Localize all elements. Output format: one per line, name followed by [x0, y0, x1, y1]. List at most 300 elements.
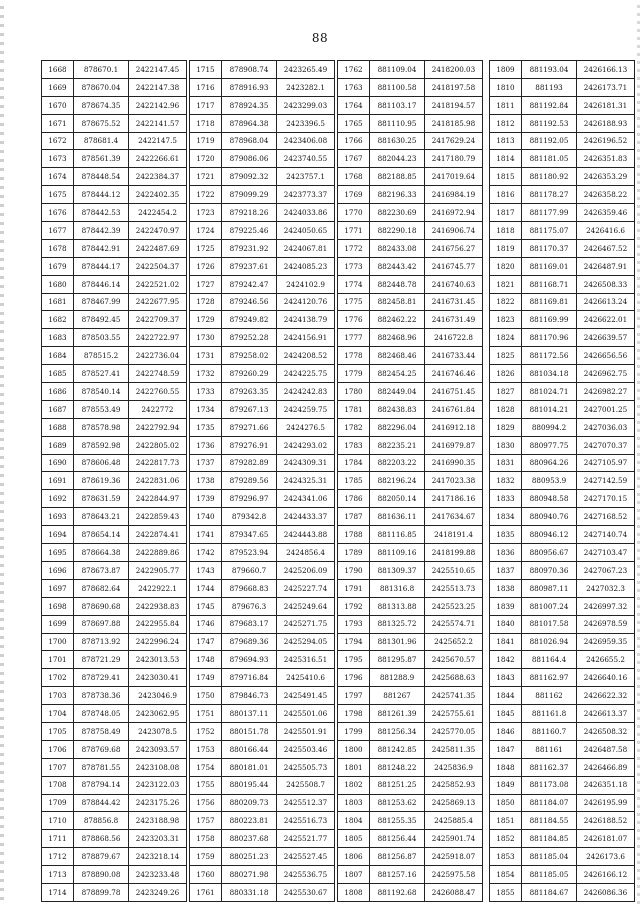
- point-id-cell: 1683: [42, 329, 74, 347]
- y-coordinate-cell: 2424242.83: [277, 383, 335, 401]
- point-id-cell: 1843: [490, 669, 522, 687]
- y-coordinate-cell: 2416745.77: [425, 257, 483, 275]
- x-coordinate-cell: 879683.17: [222, 615, 277, 633]
- point-id-cell: 1758: [190, 830, 222, 848]
- point-id-cell: 1749: [190, 669, 222, 687]
- x-coordinate-cell: 878924.35: [222, 96, 277, 114]
- point-id-cell: 1827: [490, 383, 522, 401]
- y-coordinate-cell: 2416751.45: [425, 383, 483, 401]
- table-row: [338, 812, 483, 830]
- y-coordinate-cell: 2423203.31: [129, 830, 187, 848]
- point-id-cell: 1720: [190, 150, 222, 168]
- x-coordinate-cell: 879660.7: [222, 561, 277, 579]
- y-coordinate-cell: 2424156.91: [277, 329, 335, 347]
- y-coordinate-cell: 2427142.59: [577, 472, 635, 490]
- y-coordinate-cell: 2424067.81: [277, 239, 335, 257]
- x-coordinate-cell: 881116.85: [370, 526, 425, 544]
- y-coordinate-cell: 2423282.1: [277, 78, 335, 96]
- point-id-cell: 1704: [42, 705, 74, 723]
- table-row: [42, 275, 187, 293]
- y-coordinate-cell: 2425755.61: [425, 705, 483, 723]
- y-coordinate-cell: 2416972.94: [425, 204, 483, 222]
- point-id-cell: 1829: [490, 418, 522, 436]
- point-id-cell: 1751: [190, 705, 222, 723]
- point-id-cell: 1685: [42, 365, 74, 383]
- table-row: [338, 257, 483, 275]
- point-id-cell: 1804: [338, 812, 370, 830]
- x-coordinate-cell: 880151.78: [222, 722, 277, 740]
- x-coordinate-cell: 879263.35: [222, 383, 277, 401]
- x-coordinate-cell: 882449.04: [370, 383, 425, 401]
- point-id-cell: 1846: [490, 722, 522, 740]
- point-id-cell: 1690: [42, 454, 74, 472]
- y-coordinate-cell: 2427032.3: [577, 579, 635, 597]
- point-id-cell: 1807: [338, 866, 370, 884]
- y-coordinate-cell: 2425811.35: [425, 740, 483, 758]
- point-id-cell: 1674: [42, 168, 74, 186]
- x-coordinate-cell: 881170.37: [522, 239, 577, 257]
- point-id-cell: 1831: [490, 454, 522, 472]
- x-coordinate-cell: 879694.93: [222, 651, 277, 669]
- x-coordinate-cell: 879267.13: [222, 400, 277, 418]
- table-row: [42, 186, 187, 204]
- point-id-cell: 1684: [42, 347, 74, 365]
- table-row: [190, 615, 335, 633]
- x-coordinate-cell: 881184.55: [522, 812, 577, 830]
- y-coordinate-cell: 2426978.59: [577, 615, 635, 633]
- y-coordinate-cell: 2424341.06: [277, 490, 335, 508]
- table-row: [42, 400, 187, 418]
- point-id-cell: 1855: [490, 883, 522, 901]
- x-coordinate-cell: 881177.99: [522, 204, 577, 222]
- table-row: [190, 579, 335, 597]
- y-coordinate-cell: 2425501.06: [277, 705, 335, 723]
- y-coordinate-cell: 2426508.32: [577, 722, 635, 740]
- table-row: [338, 400, 483, 418]
- x-coordinate-cell: 878758.49: [74, 722, 129, 740]
- table-row: [490, 615, 635, 633]
- x-coordinate-cell: 878748.05: [74, 705, 129, 723]
- x-coordinate-cell: 878503.55: [74, 329, 129, 347]
- point-id-cell: 1801: [338, 758, 370, 776]
- table-row: [190, 776, 335, 794]
- table-row: [190, 651, 335, 669]
- x-coordinate-cell: 882448.78: [370, 275, 425, 293]
- y-coordinate-cell: 2422141.57: [129, 114, 187, 132]
- x-coordinate-cell: 881256.44: [370, 830, 425, 848]
- point-id-cell: 1762: [338, 61, 370, 79]
- x-coordinate-cell: 878467.99: [74, 293, 129, 311]
- y-coordinate-cell: 2422922.1: [129, 579, 187, 597]
- x-coordinate-cell: 881172.56: [522, 347, 577, 365]
- y-coordinate-cell: 2422722.97: [129, 329, 187, 347]
- y-coordinate-cell: 2423396.5: [277, 114, 335, 132]
- point-id-cell: 1828: [490, 400, 522, 418]
- x-coordinate-cell: 881103.17: [370, 96, 425, 114]
- x-coordinate-cell: 881185.04: [522, 848, 577, 866]
- point-id-cell: 1787: [338, 508, 370, 526]
- point-id-cell: 1726: [190, 257, 222, 275]
- y-coordinate-cell: 2422470.97: [129, 222, 187, 240]
- table-row: [490, 293, 635, 311]
- x-coordinate-cell: 878675.52: [74, 114, 129, 132]
- table-row: [42, 311, 187, 329]
- y-coordinate-cell: 2423062.95: [129, 705, 187, 723]
- point-id-cell: 1756: [190, 794, 222, 812]
- y-coordinate-cell: 2422147.5: [129, 132, 187, 150]
- x-coordinate-cell: 881024.71: [522, 383, 577, 401]
- y-coordinate-cell: 2425510.65: [425, 561, 483, 579]
- y-coordinate-cell: 2422805.02: [129, 436, 187, 454]
- x-coordinate-cell: 878515.2: [74, 347, 129, 365]
- y-coordinate-cell: 2422874.41: [129, 526, 187, 544]
- point-id-cell: 1723: [190, 204, 222, 222]
- y-coordinate-cell: 2426188.93: [577, 114, 635, 132]
- table-row: [490, 722, 635, 740]
- x-coordinate-cell: 881026.94: [522, 633, 577, 651]
- table-row: [190, 114, 335, 132]
- point-id-cell: 1825: [490, 347, 522, 365]
- point-id-cell: 1814: [490, 150, 522, 168]
- table-row: [190, 329, 335, 347]
- table-row: [338, 776, 483, 794]
- point-id-cell: 1844: [490, 687, 522, 705]
- x-coordinate-cell: 879689.36: [222, 633, 277, 651]
- y-coordinate-cell: 2425294.05: [277, 633, 335, 651]
- point-id-cell: 1732: [190, 365, 222, 383]
- table-row: [42, 687, 187, 705]
- y-coordinate-cell: 2422831.06: [129, 472, 187, 490]
- point-id-cell: 1764: [338, 96, 370, 114]
- x-coordinate-cell: 881255.35: [370, 812, 425, 830]
- point-id-cell: 1838: [490, 579, 522, 597]
- table-row: [190, 561, 335, 579]
- point-id-cell: 1830: [490, 436, 522, 454]
- point-id-cell: 1815: [490, 168, 522, 186]
- point-id-cell: 1695: [42, 544, 74, 562]
- point-id-cell: 1797: [338, 687, 370, 705]
- point-id-cell: 1698: [42, 597, 74, 615]
- table-row: [190, 597, 335, 615]
- table-row: [42, 329, 187, 347]
- table-row: [338, 472, 483, 490]
- table-row: [42, 722, 187, 740]
- x-coordinate-cell: 882235.21: [370, 436, 425, 454]
- y-coordinate-cell: 2418200.03: [425, 61, 483, 79]
- point-id-cell: 1780: [338, 383, 370, 401]
- table-row: [42, 132, 187, 150]
- point-id-cell: 1668: [42, 61, 74, 79]
- binding-edge-left: [0, 0, 4, 905]
- y-coordinate-cell: 2425530.67: [277, 883, 335, 901]
- point-id-cell: 1738: [190, 472, 222, 490]
- table-row: [42, 740, 187, 758]
- y-coordinate-cell: 2423757.1: [277, 168, 335, 186]
- point-id-cell: 1820: [490, 257, 522, 275]
- page-number: 88: [311, 31, 329, 45]
- table-row: [42, 615, 187, 633]
- table-row: [190, 293, 335, 311]
- y-coordinate-cell: 2416761.84: [425, 400, 483, 418]
- table-row: [42, 544, 187, 562]
- y-coordinate-cell: 2422905.77: [129, 561, 187, 579]
- y-coordinate-cell: 2418185.98: [425, 114, 483, 132]
- table-row: [338, 78, 483, 96]
- y-coordinate-cell: 2422748.59: [129, 365, 187, 383]
- x-coordinate-cell: 881173.08: [522, 776, 577, 794]
- y-coordinate-cell: 2425527.45: [277, 848, 335, 866]
- y-coordinate-cell: 2426173.6: [577, 848, 635, 866]
- point-id-cell: 1712: [42, 848, 74, 866]
- y-coordinate-cell: 2426188.52: [577, 812, 635, 830]
- y-coordinate-cell: 2423046.9: [129, 687, 187, 705]
- y-coordinate-cell: 2426166.12: [577, 866, 635, 884]
- point-id-cell: 1806: [338, 848, 370, 866]
- y-coordinate-cell: 2423093.57: [129, 740, 187, 758]
- point-id-cell: 1705: [42, 722, 74, 740]
- table-row: [42, 633, 187, 651]
- table-row: [338, 544, 483, 562]
- table-row: [42, 168, 187, 186]
- table-row: [190, 150, 335, 168]
- point-id-cell: 1770: [338, 204, 370, 222]
- point-id-cell: 1841: [490, 633, 522, 651]
- x-coordinate-cell: 881161.8: [522, 705, 577, 723]
- x-coordinate-cell: 878769.68: [74, 740, 129, 758]
- y-coordinate-cell: 2422142.96: [129, 96, 187, 114]
- point-id-cell: 1810: [490, 78, 522, 96]
- x-coordinate-cell: 879347.65: [222, 526, 277, 544]
- table-row: [190, 61, 335, 79]
- y-coordinate-cell: 2424259.75: [277, 400, 335, 418]
- y-coordinate-cell: 2422147.38: [129, 78, 187, 96]
- table-row: [490, 866, 635, 884]
- y-coordinate-cell: 2426622.01: [577, 311, 635, 329]
- y-coordinate-cell: 2427036.03: [577, 418, 635, 436]
- point-id-cell: 1766: [338, 132, 370, 150]
- y-coordinate-cell: 2422760.55: [129, 383, 187, 401]
- point-id-cell: 1763: [338, 78, 370, 96]
- point-id-cell: 1811: [490, 96, 522, 114]
- table-row: [490, 472, 635, 490]
- x-coordinate-cell: 881316.8: [370, 579, 425, 597]
- y-coordinate-cell: 2426466.89: [577, 758, 635, 776]
- point-id-cell: 1722: [190, 186, 222, 204]
- point-id-cell: 1765: [338, 114, 370, 132]
- table-row: [490, 418, 635, 436]
- x-coordinate-cell: 879237.61: [222, 257, 277, 275]
- table-row: [42, 365, 187, 383]
- x-coordinate-cell: 881242.85: [370, 740, 425, 758]
- table-row: [190, 866, 335, 884]
- table-row: [190, 311, 335, 329]
- table-row: [42, 669, 187, 687]
- table-row: [42, 830, 187, 848]
- y-coordinate-cell: 2426088.47: [425, 883, 483, 901]
- point-id-cell: 1718: [190, 114, 222, 132]
- y-coordinate-cell: 2426358.22: [577, 186, 635, 204]
- x-coordinate-cell: 880940.76: [522, 508, 577, 526]
- table-row: [338, 383, 483, 401]
- y-coordinate-cell: 2422709.37: [129, 311, 187, 329]
- point-id-cell: 1789: [338, 544, 370, 562]
- table-row: [338, 418, 483, 436]
- y-coordinate-cell: 2426613.37: [577, 705, 635, 723]
- point-id-cell: 1709: [42, 794, 74, 812]
- table-row: [42, 347, 187, 365]
- y-coordinate-cell: 2416731.49: [425, 311, 483, 329]
- table-row: [42, 794, 187, 812]
- point-id-cell: 1833: [490, 490, 522, 508]
- y-coordinate-cell: 2425852.93: [425, 776, 483, 794]
- x-coordinate-cell: 881168.71: [522, 275, 577, 293]
- x-coordinate-cell: 879225.46: [222, 222, 277, 240]
- y-coordinate-cell: 2426997.32: [577, 597, 635, 615]
- table-row: [338, 705, 483, 723]
- y-coordinate-cell: 2426622.32: [577, 687, 635, 705]
- x-coordinate-cell: 880181.01: [222, 758, 277, 776]
- y-coordinate-cell: 2423078.5: [129, 722, 187, 740]
- y-coordinate-cell: 2426959.35: [577, 633, 635, 651]
- x-coordinate-cell: 881162.97: [522, 669, 577, 687]
- table-row: [338, 436, 483, 454]
- point-id-cell: 1791: [338, 579, 370, 597]
- point-id-cell: 1842: [490, 651, 522, 669]
- y-coordinate-cell: 2425885.4: [425, 812, 483, 830]
- y-coordinate-cell: 2418197.58: [425, 78, 483, 96]
- point-id-cell: 1715: [190, 61, 222, 79]
- table-row: [42, 454, 187, 472]
- y-coordinate-cell: 2416733.44: [425, 347, 483, 365]
- table-row: [490, 544, 635, 562]
- point-id-cell: 1706: [42, 740, 74, 758]
- x-coordinate-cell: 881192.68: [370, 883, 425, 901]
- point-id-cell: 1786: [338, 490, 370, 508]
- x-coordinate-cell: 881169.01: [522, 257, 577, 275]
- y-coordinate-cell: 2422736.04: [129, 347, 187, 365]
- point-id-cell: 1851: [490, 812, 522, 830]
- table-row: [190, 740, 335, 758]
- x-coordinate-cell: 880994.2: [522, 418, 577, 436]
- y-coordinate-cell: 2425513.73: [425, 579, 483, 597]
- point-id-cell: 1812: [490, 114, 522, 132]
- table-row: [490, 597, 635, 615]
- table-row: [338, 61, 483, 79]
- y-coordinate-cell: 2425271.75: [277, 615, 335, 633]
- x-coordinate-cell: 878444.17: [74, 257, 129, 275]
- y-coordinate-cell: 2422817.73: [129, 454, 187, 472]
- table-row: [338, 740, 483, 758]
- point-id-cell: 1708: [42, 776, 74, 794]
- table-row: [490, 651, 635, 669]
- y-coordinate-cell: 2426351.83: [577, 150, 635, 168]
- table-row: [490, 329, 635, 347]
- x-coordinate-cell: 882438.83: [370, 400, 425, 418]
- x-coordinate-cell: 880331.18: [222, 883, 277, 901]
- y-coordinate-cell: 2425901.74: [425, 830, 483, 848]
- y-coordinate-cell: 2426353.29: [577, 168, 635, 186]
- y-coordinate-cell: 2427170.15: [577, 490, 635, 508]
- y-coordinate-cell: 2426351.18: [577, 776, 635, 794]
- point-id-cell: 1802: [338, 776, 370, 794]
- table-row: [190, 132, 335, 150]
- table-row: [42, 812, 187, 830]
- y-coordinate-cell: 2422384.37: [129, 168, 187, 186]
- x-coordinate-cell: 882468.96: [370, 329, 425, 347]
- point-id-cell: 1790: [338, 561, 370, 579]
- table-row: [42, 758, 187, 776]
- y-coordinate-cell: 2425508.7: [277, 776, 335, 794]
- x-coordinate-cell: 881100.58: [370, 78, 425, 96]
- y-coordinate-cell: 2424085.23: [277, 257, 335, 275]
- table-row: [190, 705, 335, 723]
- table-row: [490, 78, 635, 96]
- y-coordinate-cell: 2423249.26: [129, 883, 187, 901]
- y-coordinate-cell: 2425918.07: [425, 848, 483, 866]
- table-row: [190, 204, 335, 222]
- x-coordinate-cell: 881109.16: [370, 544, 425, 562]
- table-row: [42, 579, 187, 597]
- y-coordinate-cell: 2416722.8: [425, 329, 483, 347]
- point-id-cell: 1798: [338, 705, 370, 723]
- point-id-cell: 1850: [490, 794, 522, 812]
- table-row: [190, 436, 335, 454]
- y-coordinate-cell: 2418194.57: [425, 96, 483, 114]
- y-coordinate-cell: 2424325.31: [277, 472, 335, 490]
- y-coordinate-cell: 2422844.97: [129, 490, 187, 508]
- y-coordinate-cell: 2417634.67: [425, 508, 483, 526]
- x-coordinate-cell: 881169.81: [522, 293, 577, 311]
- x-coordinate-cell: 882458.81: [370, 293, 425, 311]
- y-coordinate-cell: 2423406.08: [277, 132, 335, 150]
- x-coordinate-cell: 880137.11: [222, 705, 277, 723]
- x-coordinate-cell: 881178.27: [522, 186, 577, 204]
- x-coordinate-cell: 881109.04: [370, 61, 425, 79]
- x-coordinate-cell: 880977.75: [522, 436, 577, 454]
- y-coordinate-cell: 2425227.74: [277, 579, 335, 597]
- y-coordinate-cell: 2426181.31: [577, 96, 635, 114]
- point-id-cell: 1754: [190, 758, 222, 776]
- x-coordinate-cell: 878592.98: [74, 436, 129, 454]
- table-row: [338, 239, 483, 257]
- y-coordinate-cell: 2416984.19: [425, 186, 483, 204]
- table-row: [42, 96, 187, 114]
- y-coordinate-cell: 2424120.76: [277, 293, 335, 311]
- y-coordinate-cell: 2423218.14: [129, 848, 187, 866]
- point-id-cell: 1716: [190, 78, 222, 96]
- x-coordinate-cell: 879276.91: [222, 436, 277, 454]
- y-coordinate-cell: 2422938.83: [129, 597, 187, 615]
- x-coordinate-cell: 881192.05: [522, 132, 577, 150]
- point-id-cell: 1752: [190, 722, 222, 740]
- point-id-cell: 1774: [338, 275, 370, 293]
- table-row: [42, 222, 187, 240]
- x-coordinate-cell: 881007.24: [522, 597, 577, 615]
- x-coordinate-cell: 881169.99: [522, 311, 577, 329]
- table-row: [190, 347, 335, 365]
- x-coordinate-cell: 878697.88: [74, 615, 129, 633]
- table-row: [42, 508, 187, 526]
- y-coordinate-cell: 2424102.9: [277, 275, 335, 293]
- table-row: [490, 257, 635, 275]
- table-row: [42, 776, 187, 794]
- point-id-cell: 1740: [190, 508, 222, 526]
- x-coordinate-cell: 880271.98: [222, 866, 277, 884]
- point-id-cell: 1818: [490, 222, 522, 240]
- table-row: [42, 383, 187, 401]
- table-row: [338, 597, 483, 615]
- x-coordinate-cell: 879289.56: [222, 472, 277, 490]
